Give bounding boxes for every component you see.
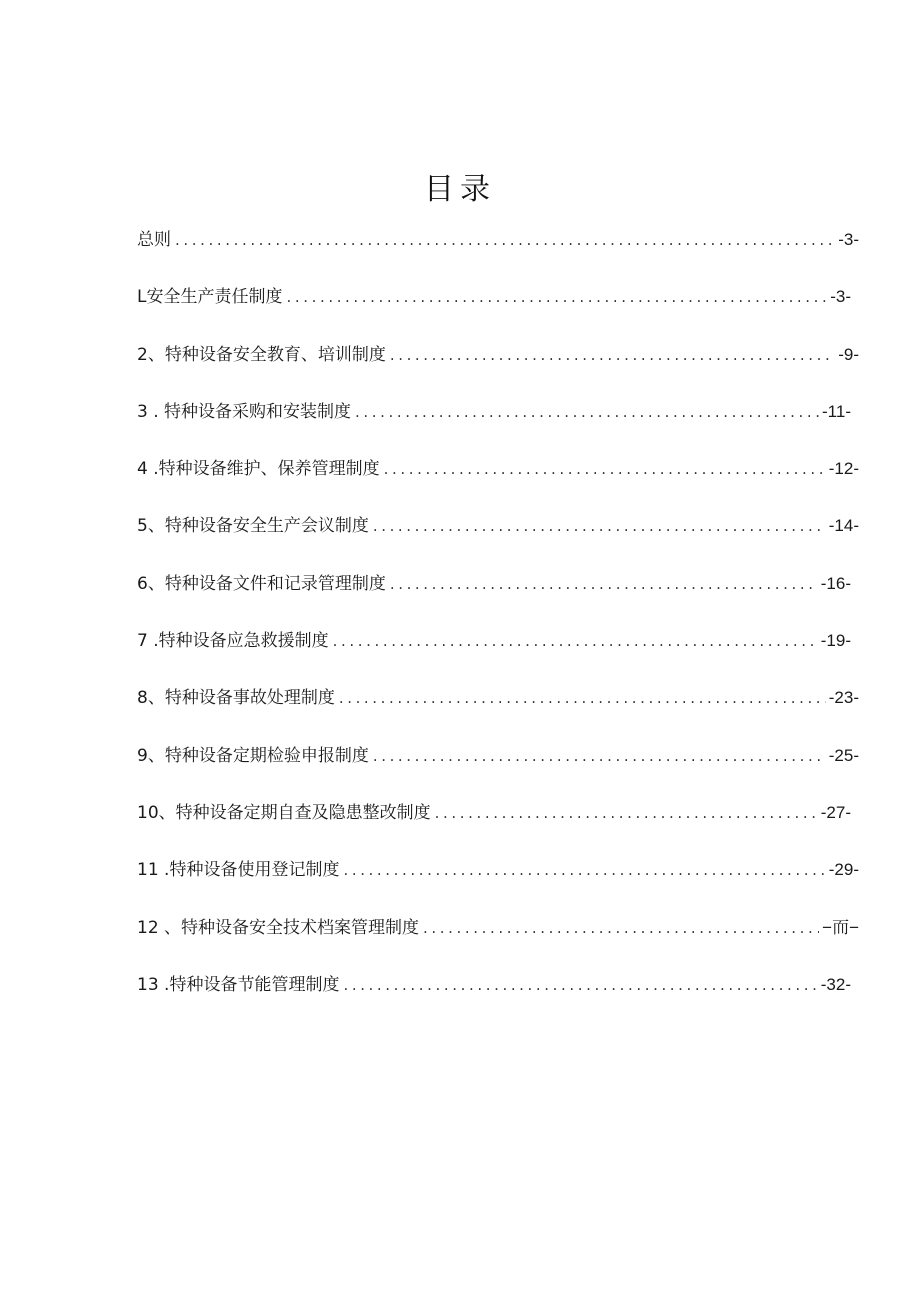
dot-leader	[343, 976, 817, 994]
toc-entry[interactable]	[137, 225, 859, 282]
toc-entry-text: 总则	[137, 230, 171, 250]
toc-entry[interactable]	[137, 569, 859, 626]
toc-entry[interactable]	[137, 970, 859, 1027]
toc-page-number: -9-	[838, 344, 859, 364]
toc-entry-text: 7 .特种设备应急救援制度	[137, 631, 329, 652]
dot-leader	[373, 747, 826, 765]
toc-page-number: -29-	[828, 860, 859, 880]
toc-entry-text: 5、特种设备安全生产会议制度	[137, 516, 369, 537]
dot-leader	[355, 403, 819, 421]
dot-leader	[175, 231, 835, 249]
toc-entry[interactable]	[137, 741, 859, 798]
dot-leader	[373, 517, 826, 535]
toc-entry[interactable]	[137, 913, 859, 970]
toc-page-number: −而−	[822, 917, 859, 937]
toc-entry[interactable]	[137, 683, 859, 740]
toc-page-number: -3-	[830, 287, 851, 307]
toc-entry-text: L安全生产责任制度	[137, 287, 283, 308]
toc-entry-text: 6、特种设备文件和记录管理制度	[137, 573, 386, 594]
dot-leader	[339, 689, 826, 707]
dot-leader	[333, 632, 818, 650]
toc-entry-text: 9、特种设备定期检验申报制度	[137, 745, 369, 766]
toc-entry[interactable]	[137, 511, 859, 568]
toc-entry-text: 3 . 特种设备采购和安装制度	[137, 401, 352, 422]
toc-entry[interactable]	[137, 855, 859, 912]
toc-entry-text: 12 、特种设备安全技术档案管理制度	[137, 917, 420, 938]
toc-entry-text: 4 .特种设备维护、保养管理制度	[137, 459, 380, 480]
dot-leader	[390, 575, 818, 593]
toc-entry-text: 10、特种设备定期自查及隐患整改制度	[137, 802, 431, 823]
toc-entry[interactable]	[137, 626, 859, 683]
toc-page-number: -11-	[822, 401, 851, 421]
toc-page-number: -3-	[838, 230, 859, 249]
table-of-contents	[137, 225, 859, 1027]
toc-page-number: -32-	[820, 974, 851, 994]
toc-entry-text: 8、特种设备事故处理制度	[137, 688, 335, 709]
toc-page-number: -12-	[828, 459, 859, 479]
toc-entry[interactable]	[137, 798, 859, 855]
toc-page-number: -19-	[820, 631, 851, 651]
dot-leader	[384, 460, 826, 478]
dot-leader	[390, 346, 835, 364]
toc-entry[interactable]	[137, 340, 859, 397]
toc-page-number: -16-	[820, 573, 851, 593]
dot-leader	[423, 919, 819, 937]
toc-entry[interactable]	[137, 397, 859, 454]
dot-leader	[435, 804, 818, 822]
toc-entry-text: 11 .特种设备使用登记制度	[137, 860, 340, 881]
dot-leader	[343, 861, 825, 879]
dot-leader	[286, 288, 827, 306]
toc-entry[interactable]	[137, 454, 859, 511]
toc-page-number: -27-	[820, 802, 851, 822]
toc-page-number: -14-	[828, 516, 859, 536]
page-title: 目录	[424, 172, 496, 207]
toc-entry-text: 2、特种设备安全教育、培训制度	[137, 344, 386, 365]
toc-page-number: -23-	[828, 688, 859, 708]
toc-entry[interactable]	[137, 282, 859, 339]
toc-page-number: -25-	[828, 745, 859, 765]
toc-entry-text: 13 .特种设备节能管理制度	[137, 974, 340, 995]
